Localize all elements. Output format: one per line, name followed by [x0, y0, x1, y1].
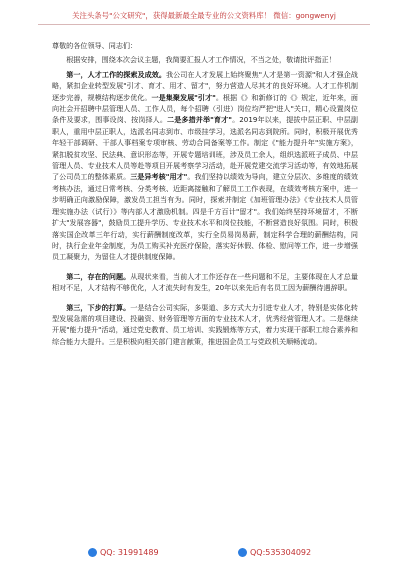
header-notice: 关注头条号"公文研究"，获得最新最全最专业的公文资料库！ 微信：gongwenyj	[72, 11, 336, 20]
qq-number: QQ:535304092	[250, 548, 312, 557]
section-achievements	[52, 69, 358, 263]
qq-icon	[238, 548, 247, 557]
qq-number: QQ: 31991489	[100, 548, 159, 557]
section-text: 一是结合公司实际，多渠道、多方式大力引进专业人才，特别是实体化转型发展急需的项目建设、投融资、财务管理等方面的专业技术人才，优秀经营管理人才。二是继续开展"能力提升"活动，通过党史教育、员工培训、实践锻炼等方式，着力实现干部职工综合素养和综合能力大提升。三是积极向相关部门建言献策，推进国企员工与党政机关顺畅流动。	[52, 302, 358, 346]
part-lead: 二是多措并举"育才"	[167, 115, 233, 125]
qq-icon	[88, 548, 97, 557]
part-lead: 一是集聚发展"引才"	[151, 92, 216, 102]
section-heading: 第一，人才工作的探索及成效。	[66, 69, 167, 79]
section-heading: 第三，下步的打算。	[66, 302, 131, 312]
section-text: 我公司在人才发展上始终聚焦"人才是第一资源"和人才强企战略，紧扣企业转型发展"引才、育才、用才、留才"，努力营造人尽其才的良好环境。人才工作机制逐步完善，规模结构逐步优化。	[52, 69, 359, 102]
header-divider	[38, 24, 370, 25]
qq-contact-left	[88, 548, 159, 557]
document-body	[52, 40, 358, 355]
section-next-steps	[52, 302, 358, 348]
qq-contact-right	[238, 548, 311, 557]
part-text: 。我们坚持以绩效为导向，建立分层次、多维度的绩效考核办法，通过日常考核、分类考核、近距离接触和了解员工工作表现，在绩效考核方案中，进一步明确正向激励保障，激发员工担当有为。同时，探索并制定《加班管理办法》《专业技术人员管理实施办法（试行）》等内部人才激励机制。四是千方百计"留才"。我们始终坚持环境留才，不断扩大"发展容器"，鼓励员工提升学历、专业技术水平和岗位技能，不断营造良好氛围。同时，积极落实国企改革三年行动，实行薪酬制度改革，实行全员易岗易薪，制定科学合理的薪酬结构，同时，执行企业年金制度，为员工购买补充医疗保险，落实好休假、体检、慰问等工作，进一步增强员工凝聚力，为留住人才提供制度保障。	[52, 172, 358, 262]
section-text: 从现状来看，当前人才工作还存在一些问题和不足，主要体现在人才总量相对不足，人才结构不够优化，人才流失时有发生，20年以来先后有名员工因为薪酬待遇辞职。	[52, 271, 358, 293]
section-problems	[52, 271, 358, 294]
footer-contacts	[0, 548, 408, 564]
part-text: 。根据《》和新修订的《》规定，近年来，面向社会开招聘中层管理人员、工作人员，每个招聘（引进）岗位均严把"进人"关口，精心设置岗位条件及要求，围事设岗、按岗择人。	[52, 92, 358, 125]
section-heading: 第二，存在的问题。	[66, 271, 131, 281]
part-text: 。2019年以来，提拔中层正职、中层副职人，重用中层正职人，选派名同志到市、市级挂学习，选派名同志到院所。同时，积极开展优秀年轻干部调研、干部人事档案专项审核、劳动合同备案等工作。制定《"能力提升年"实施方案》，紧扣脱贫攻坚、民法典、意识形态等，开展专题培训班，涉及员工余人，组织选派班子成员、中层管理人员、专业技术人员等赴等项目开展考察学习活动，赴开展党建交流学习活动等，有效地拓展了公司员工的整体素质。	[52, 115, 358, 182]
part-lead: 三是异考核"用才"	[130, 172, 188, 182]
intro-paragraph: 根据安排，围绕本次会议主题，我简要汇报人才工作情况，不当之处，敬请批评指正！	[66, 55, 336, 65]
salutation: 尊敬的各位领导、同志们：	[52, 41, 138, 50]
